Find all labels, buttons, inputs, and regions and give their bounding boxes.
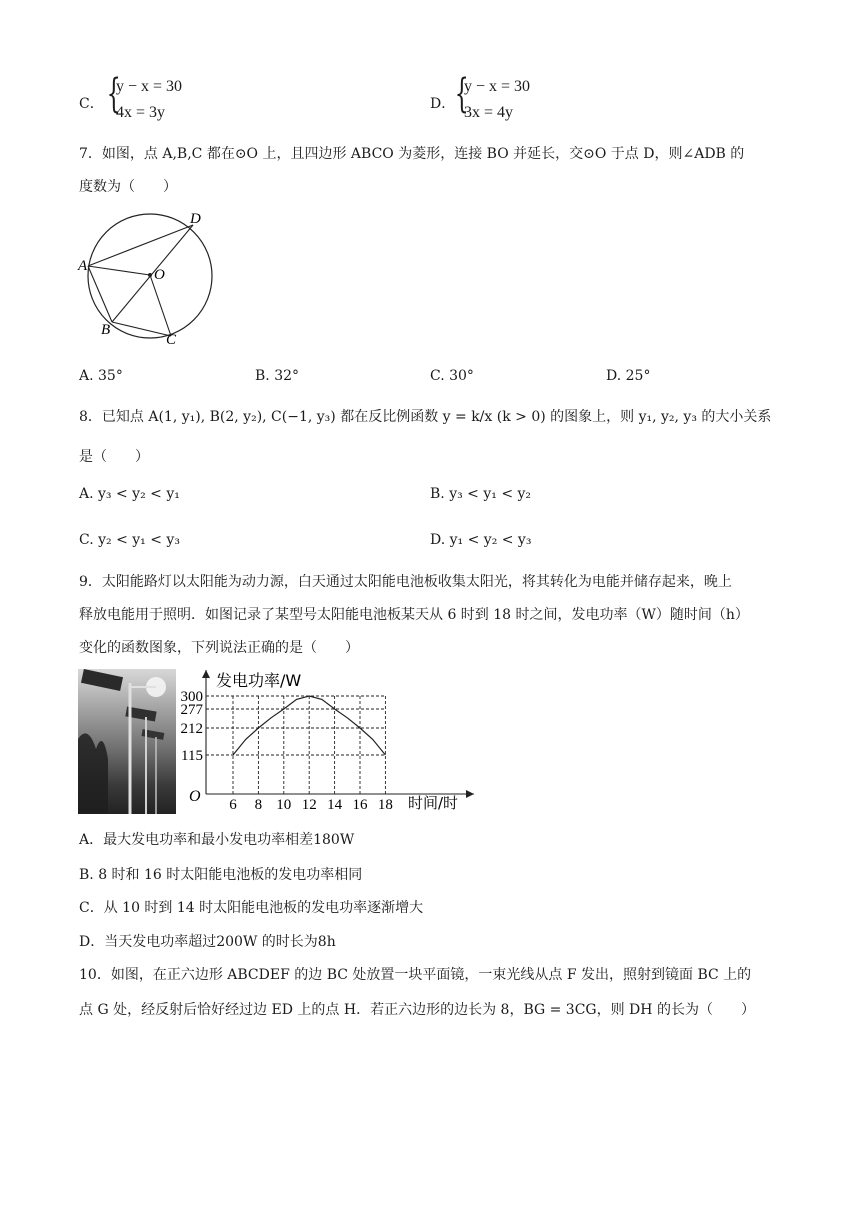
option-a: A. y₃ < y₂ < y₁ — [79, 486, 180, 502]
question-10-text: 点 G 处，经反射后恰好经过边 ED 上的点 H．若正六边形的边长为 8，BG = 3CG，则 DH 的长为（ ） — [79, 1002, 755, 1018]
x-tick-label: 8 — [254, 797, 263, 813]
question-9-text: 释放电能用于照明．如图记录了某型号太阳能电池板某天从 6 时到 18 时之间，发电功率（W）随时间（h） — [79, 607, 749, 623]
circle-figure — [74, 205, 224, 350]
solar-streetlight-photo — [78, 669, 176, 814]
option-a: A．最大发电功率和最小发电功率相差180W — [79, 832, 355, 848]
option-d: D. y₁ < y₂ < y₃ — [430, 532, 532, 548]
brace: { — [454, 71, 469, 117]
option-b: B. 32° — [255, 368, 300, 384]
option-c: C. y₂ < y₁ < y₃ — [79, 532, 180, 548]
question-7-text: 7．如图，点 A,B,C 都在⊙O 上，且四边形 ABCO 为菱形，连接 BO 并延长，交⊙O 于点 D，则∠ADB 的 — [79, 146, 745, 162]
x-tick-label: 18 — [377, 797, 393, 813]
chart-gridlines — [206, 696, 385, 794]
y-axis-label: 发电功率/W — [216, 671, 302, 690]
x-tick-label: 16 — [352, 797, 368, 813]
point-label: C — [166, 332, 177, 348]
point-label: A — [78, 258, 88, 274]
x-axis-label: 时间/时 — [408, 794, 459, 812]
point-label: B — [101, 322, 111, 338]
x-tick-label: 6 — [229, 797, 237, 813]
question-10-text: 10．如图，在正六边形 ABCDEF 的边 BC 处放置一块平面镜，一束光线从点 F 发出，照射到镜面 BC 上的 — [79, 967, 752, 983]
power-time-chart — [176, 666, 476, 816]
question-7-text: 度数为（ ） — [79, 179, 177, 195]
equation: y − x = 30 — [116, 78, 183, 95]
option-c: C. 30° — [430, 368, 474, 384]
equation: y − x = 30 — [464, 78, 531, 95]
option-d: D. 25° — [606, 368, 651, 384]
option-label: C． — [79, 96, 104, 112]
y-tick-label: 277 — [180, 702, 203, 718]
x-axis-arrow — [466, 790, 474, 798]
option-b: B. y₃ < y₁ < y₂ — [430, 486, 532, 502]
question-9-text: 9．太阳能路灯以太阳能为动力源，白天通过太阳能电池板收集太阳光，将其转化为电能并储存起来，晚上 — [79, 574, 732, 590]
question-8-text: 是（ ） — [79, 449, 149, 465]
equation: 3x = 4y — [464, 104, 514, 121]
question-9-text: 变化的函数图象，下列说法正确的是（ ） — [79, 640, 359, 656]
equation: 4x = 3y — [116, 104, 166, 121]
y-tick-label: 300 — [180, 689, 203, 705]
x-tick-label: 14 — [327, 797, 343, 813]
option-b: B. 8 时和 16 时太阳能电池板的发电功率相同 — [79, 867, 363, 883]
brace: { — [106, 71, 121, 117]
origin-label: O — [189, 788, 201, 805]
option-label: D． — [430, 96, 456, 112]
y-tick-label: 212 — [180, 721, 203, 737]
y-tick-label: 115 — [181, 748, 203, 764]
point-label: O — [154, 267, 165, 283]
option-a: A. 35° — [79, 368, 123, 384]
option-d: D．当天发电功率超过200W 的时长为8h — [79, 934, 336, 950]
question-8-text: 8．已知点 A(1, y₁), B(2, y₂), C(−1, y₃) 都在反比例函数 y = k/x (k > 0) 的图象上，则 y₁, y₂, y₃ 的大小关系 — [79, 409, 772, 425]
option-c: C．从 10 时到 14 时太阳能电池板的发电功率逐渐增大 — [79, 900, 424, 916]
point-label: D — [190, 211, 201, 227]
y-axis-arrow — [202, 670, 210, 678]
x-tick-label: 12 — [301, 797, 317, 813]
x-tick-label: 10 — [276, 797, 292, 813]
